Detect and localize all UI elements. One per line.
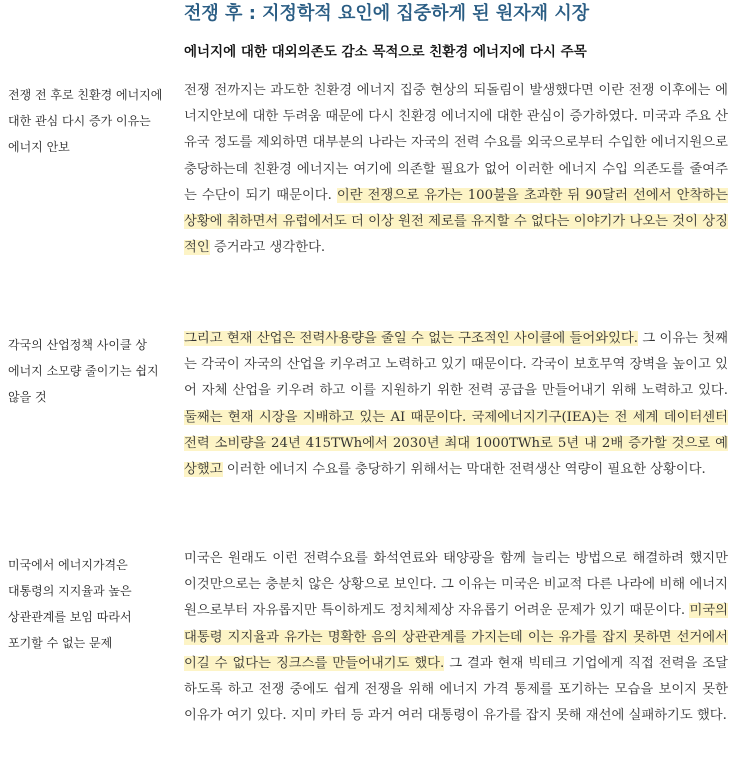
highlighted-text: 미국의 대통령 지지율과 유가는 명확한 음의 상관관계를 가지는데 이는 유가를 잡지 못하면 선거에서 이길 수 없다는 징크스를 만들어내기도 했다. — [184, 603, 728, 671]
page-title: 전쟁 후 : 지정학적 요인에 집중하게 된 원자재 시장 — [184, 3, 590, 24]
page-subtitle: 에너지에 대한 대외의존도 감소 목적으로 친환경 에너지에 다시 주목 — [184, 44, 587, 60]
highlighted-text: 이란 전쟁으로 유가는 100불을 초과한 뒤 90달러 선에서 안착하는 상황에 취하면서 유럽에서도 더 이상 원전 제로를 유지할 수 없다는 이야기가 나오는 것이 상징적인 — [184, 187, 728, 256]
side-note-energy-security: 전쟁 전 후로 친환경 에너지에 대한 관심 다시 증가 이유는 에너지 안보 — [8, 88, 163, 154]
highlighted-text: 그리고 현재 산업은 전력사용량을 줄일 수 없는 구조적인 사이클에 들어와있다. — [184, 331, 639, 346]
paragraph-us-politics — [184, 546, 728, 729]
side-note-industrial-policy: 각국의 산업정책 사이클 상 에너지 소모량 줄이기는 쉽지 않을 것 — [8, 338, 159, 404]
paragraph-text: 그 결과 현재 빅테크 기업에게 직접 전력을 조달하도록 하고 전쟁 중에도 쉽게 전쟁을 위해 에너지 가격 통제를 포기하는 모습을 보이지 못한 이유가 여기 있다. 지미 카터 등 과거 여러 대통령이 유가를 잡지 못해 재선에 실패하기도 했다. — [184, 655, 728, 724]
paragraph-text: 이러한 에너지 수요를 충당하기 위해서는 막대한 전력생산 역량이 필요한 상황이다. — [222, 462, 706, 478]
paragraph-industrial-policy — [184, 326, 728, 483]
paragraph-text: 증거라고 생각한다. — [209, 240, 326, 256]
paragraph-text: 전쟁 전까지는 과도한 친환경 에너지 집중 현상의 되돌림이 발생했다면 이란 전쟁 이후에는 에너지안보에 대한 두려움 때문에 다시 친환경 에너지에 대한 관심이 증가하였다. 미국과 주요 산유국 정도를 제외하면 대부분의 나라는 자국의 전력 수요를 외국으로부터 수입한 에너지원으로 충당하는데 친환경 에너지는 여기에 의존할 필요가 없어 이러한 에너지 수입 의존도를 줄여주는 수단이 되기 때문이다. — [184, 83, 728, 203]
paragraph-text: 미국은 원래도 이런 전력수요를 화석연료와 태양광을 함께 늘리는 방법으로 해결하려 했지만 이것만으로는 충분치 않은 상황으로 보인다. 그 이유는 미국은 비교적 다른 나라에 비해 에너지원으로부터 자유롭지만 특이하게도 정치체제상 자유롭기 어려운 문제가 있기 때문이다. — [184, 551, 728, 619]
paragraph-text: 그 이유는 첫째는 각국이 자국의 산업을 키우려고 노력하고 있기 때문이다. 각국이 보호무역 장벽을 높이고 있어 자체 산업을 키우려 하고 이를 지원하기 위한 전력 공급을 만들어내기 위해 노력하고 있다. — [184, 331, 728, 399]
side-note-us-politics: 미국에서 에너지가격은 대통령의 지지율과 높은 상관관계를 보임 따라서 포기할 수 없는 문제 — [8, 558, 132, 650]
highlighted-text: 둘째는 현재 시장을 지배하고 있는 AI 때문이다. 국제에너지기구(IEA)는 전 세계 데이터센터 전력 소비량을 24년 415TWh에서 2030년 최대 1000TWh로 5년 내 2배 증가할 것으로 예상했고 — [184, 409, 728, 478]
paragraph-energy-security — [184, 78, 728, 261]
